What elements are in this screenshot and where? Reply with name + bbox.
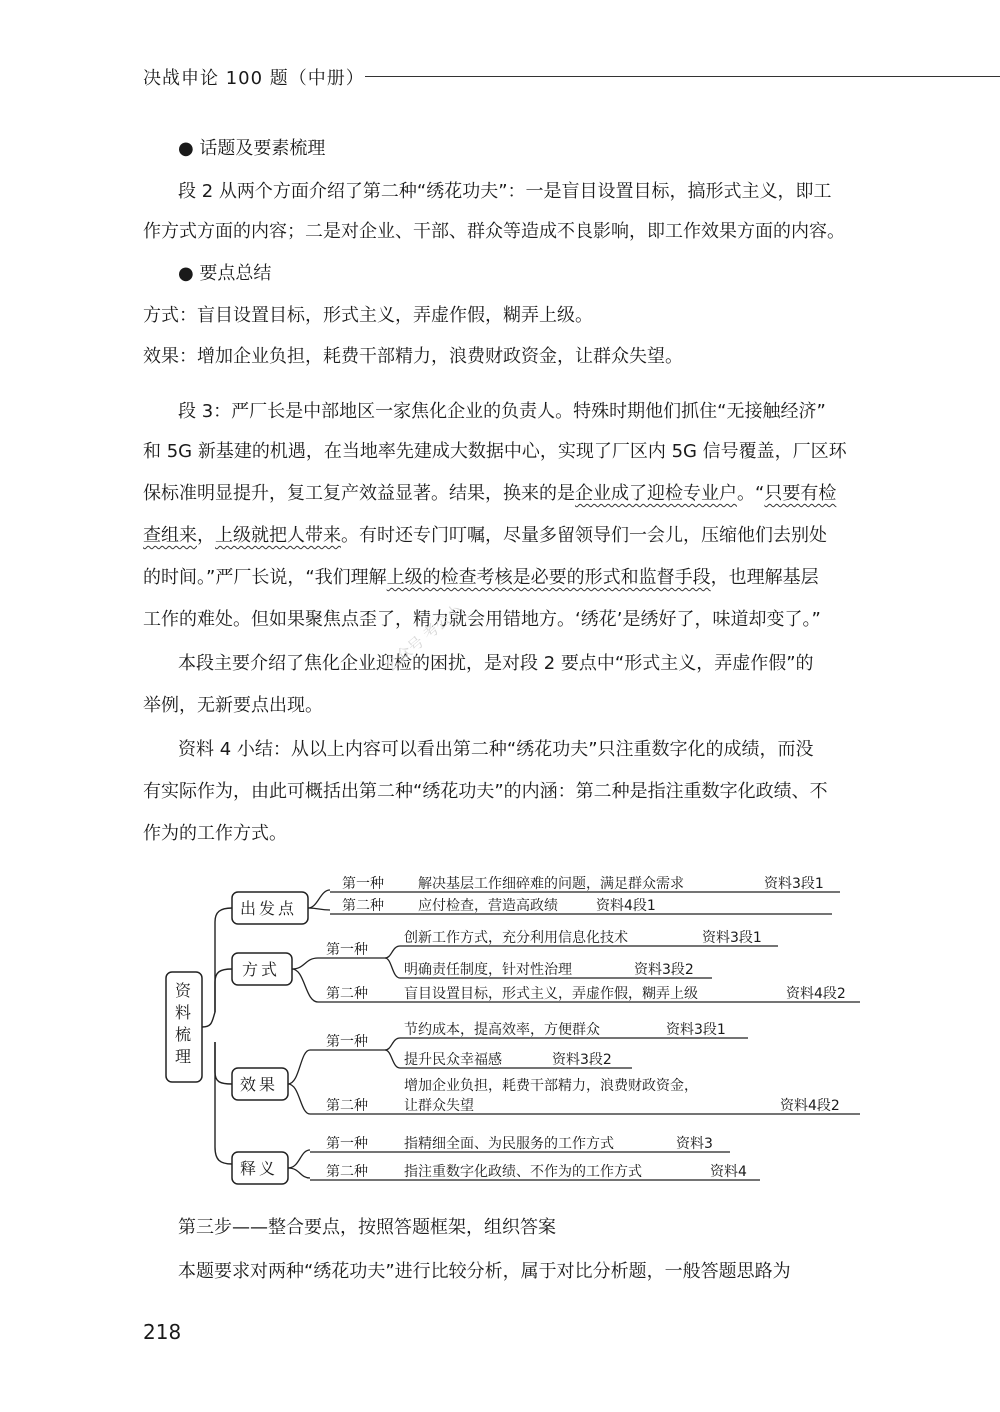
paragraph-line: 工作的难处。但如果聚焦点歪了，精力就会用错地方。‘绣花’是绣好了，味道却变了。” bbox=[143, 609, 821, 630]
text-span: ，也理解基层 bbox=[710, 567, 819, 588]
mindmap-item-source: 资料3段1 bbox=[666, 1022, 726, 1038]
text-span: ， bbox=[197, 525, 215, 546]
paragraph-line: 举例，无新要点出现。 bbox=[143, 695, 323, 716]
mindmap-branch-method: 方式 bbox=[242, 960, 281, 979]
paragraph-line: 作方式方面的内容；二是对企业、干部、群众等造成不良影响，即工作效果方面的内容。 bbox=[143, 221, 845, 242]
text-span: 。“ bbox=[737, 483, 765, 504]
step3-title: 第三步——整合要点，按照答题框架，组织答案 bbox=[178, 1217, 556, 1238]
mindmap-root-char: 资 bbox=[175, 981, 195, 1000]
paragraph-line bbox=[143, 479, 836, 505]
mindmap-item-source: 资料4段2 bbox=[786, 986, 846, 1002]
underlined-phrase: 上级的检查考核是必要的形式和监督手段 bbox=[386, 567, 711, 588]
book-title: 决战申论 100 题（中册） bbox=[143, 68, 365, 89]
summary-effect: 效果：增加企业负担，耗费干部精力，浪费财政资金，让群众失望。 bbox=[143, 346, 683, 367]
mindmap-item-text: 应付检查，营造高政绩 bbox=[418, 898, 558, 914]
mindmap-kind-label: 第二种 bbox=[326, 1164, 368, 1180]
paragraph-line: 段 2 从两个方面介绍了第二种“绣花功夫”：一是盲目设置目标，搞形式主义，即工 bbox=[178, 181, 832, 202]
mindmap-item-source: 资料3段2 bbox=[552, 1052, 612, 1068]
paragraph-line: 作为的工作方式。 bbox=[143, 823, 287, 844]
paragraph-line bbox=[143, 521, 827, 547]
text-span: 的时间。”严厂长说，“我们理解 bbox=[143, 567, 387, 588]
underlined-phrase: 企业成了迎检专业户 bbox=[575, 483, 737, 504]
mindmap-item-text: 盲目设置目标，形式主义，弄虚作假，糊弄上级 bbox=[404, 986, 698, 1002]
mindmap-item-source: 资料3 bbox=[676, 1136, 713, 1152]
mindmap-kind-label: 第一种 bbox=[342, 876, 384, 892]
paragraph-line: 资料 4 小结：从以上内容可以看出第二种“绣花功夫”只注重数字化的成绩，而没 bbox=[178, 739, 814, 760]
mindmap-kind-label: 第二种 bbox=[342, 898, 384, 914]
watermark: 公众号 考公小 bbox=[381, 600, 466, 676]
summary-method: 方式：盲目设置目标，形式主义，弄虚作假，糊弄上级。 bbox=[143, 305, 593, 326]
mindmap-root-char: 理 bbox=[175, 1047, 195, 1066]
page-number: 218 bbox=[143, 1320, 182, 1344]
mindmap-item-source: 资料3段1 bbox=[764, 876, 824, 892]
paragraph-line: 和 5G 新基建的机遇，在当地率先建成大数据中心，实现了厂区内 5G 信号覆盖，厂区环 bbox=[143, 441, 847, 462]
mindmap-item-text: 指注重数字化政绩、不作为的工作方式 bbox=[404, 1164, 642, 1180]
mindmap-kind-label: 第一种 bbox=[326, 1136, 368, 1152]
sprout-icon bbox=[995, 40, 1000, 80]
paragraph-line: 本段主要介绍了焦化企业迎检的困扰，是对段 2 要点中“形式主义，弄虚作假”的 bbox=[178, 653, 814, 674]
underlined-phrase: 只要有检 bbox=[764, 483, 837, 504]
mindmap-kind-label: 第一种 bbox=[326, 942, 368, 958]
mindmap-item-text: 指精细全面、为民服务的工作方式 bbox=[404, 1136, 614, 1152]
mindmap-root-char: 梳 bbox=[175, 1025, 195, 1044]
mindmap-kind-label: 第一种 bbox=[326, 1034, 368, 1050]
paragraph-line: 段 3：严厂长是中部地区一家焦化企业的负责人。特殊时期他们抓住“无接触经济” bbox=[178, 401, 826, 422]
mindmap-item-source: 资料4段1 bbox=[596, 898, 656, 914]
mindmap-item-source: 资料3段2 bbox=[634, 962, 694, 978]
mindmap-branch-effect: 效果 bbox=[240, 1075, 279, 1094]
mindmap-item-text-cont: 让群众失望 bbox=[404, 1098, 474, 1114]
mindmap-item-text: 节约成本，提高效率，方便群众 bbox=[404, 1022, 600, 1038]
paragraph-line bbox=[143, 563, 819, 589]
mindmap-kind-label: 第二种 bbox=[326, 1098, 368, 1114]
mindmap-branch-meaning: 释义 bbox=[240, 1159, 279, 1178]
header-rule bbox=[365, 76, 1000, 77]
mindmap-item-source: 资料4 bbox=[710, 1164, 747, 1180]
mindmap-root-char: 料 bbox=[175, 1003, 195, 1022]
section-heading-topics: ● 话题及要素梳理 bbox=[178, 138, 326, 159]
mindmap-item-text: 创新工作方式，充分利用信息化技术 bbox=[404, 930, 628, 946]
text-span: 。有时还专门叮嘱，尽量多留领导们一会儿，压缩他们去别处 bbox=[341, 525, 827, 546]
mindmap-branch-start: 出发点 bbox=[240, 899, 298, 918]
text-span: 保标准明显提升，复工复产效益显著。结果，换来的是 bbox=[143, 483, 575, 504]
mindmap-item-text: 明确责任制度，针对性治理 bbox=[404, 962, 572, 978]
underlined-phrase: 查组来 bbox=[143, 525, 197, 546]
paragraph-line: 本题要求对两种“绣花功夫”进行比较分析，属于对比分析题，一般答题思路为 bbox=[178, 1261, 791, 1282]
paragraph-line: 有实际作为，由此可概括出第二种“绣花功夫”的内涵：第二种是指注重数字化政绩、不 bbox=[143, 781, 828, 802]
mindmap-diagram bbox=[160, 862, 860, 1192]
mindmap-item-text: 提升民众幸福感 bbox=[404, 1052, 502, 1068]
section-heading-summary: ● 要点总结 bbox=[178, 263, 272, 284]
mindmap-item-text: 解决基层工作细碎难的问题，满足群众需求 bbox=[418, 876, 684, 892]
underlined-phrase: 上级就把人带来 bbox=[215, 525, 341, 546]
mindmap-item-source: 资料4段2 bbox=[780, 1098, 840, 1114]
mindmap-item-source: 资料3段1 bbox=[702, 930, 762, 946]
mindmap-item-text: 增加企业负担，耗费干部精力，浪费财政资金， bbox=[404, 1078, 698, 1094]
page-header bbox=[143, 58, 903, 94]
mindmap-kind-label: 第二种 bbox=[326, 986, 368, 1002]
